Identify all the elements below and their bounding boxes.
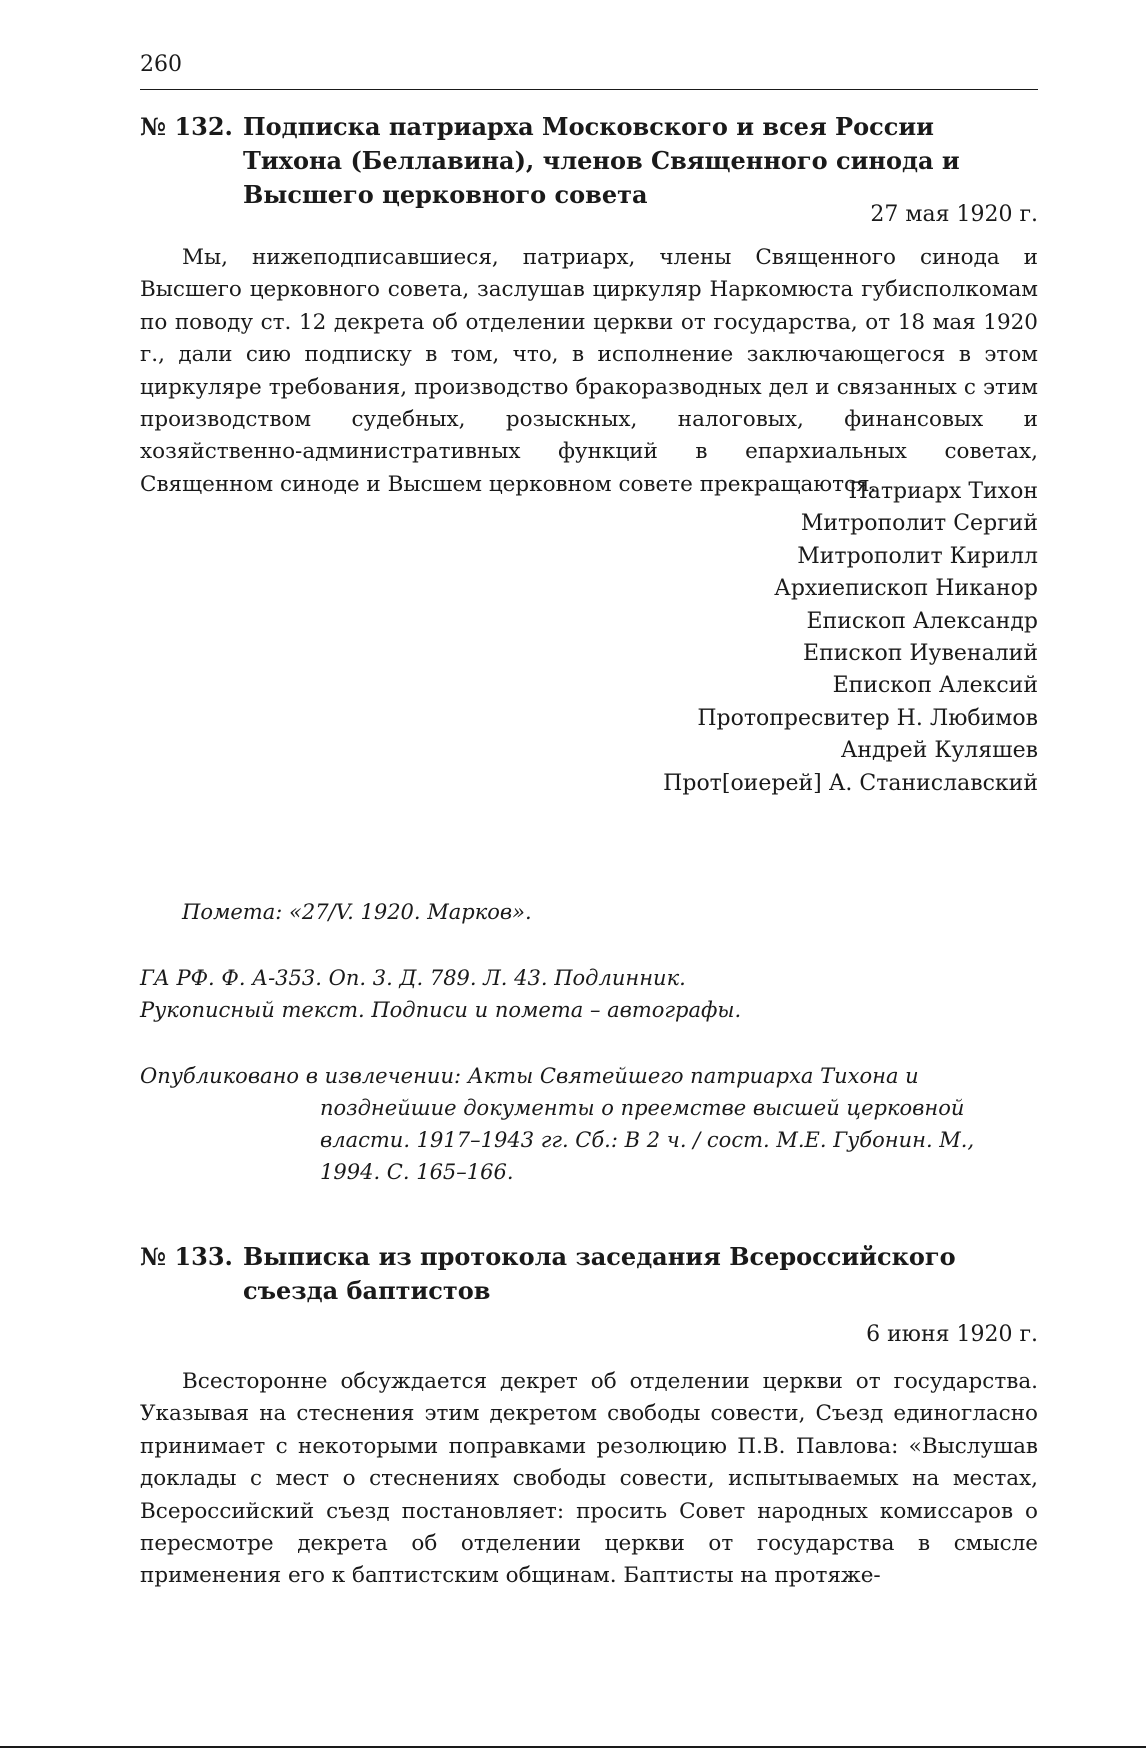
doc133-date: 6 июня 1920 г. [866,1322,1038,1347]
signature: Андрей Куляшев [840,738,1038,764]
signature: Епископ Иувеналий [803,641,1038,667]
signature: Патриарх Тихон [848,479,1038,504]
signature: Протопресвитер Н. Любимов [697,705,1038,731]
doc133-body: Всесторонне обсуждается декрет об отделении церкви от государства. Указывая на стеснения этим декретом свободы совести, Съезд единогласно принимает с некоторыми поправками резолюцию П.В. Павлова: «Выслушав доклады с мест о стеснениях свободы совести, испытываемых на местах, Всероссийский съезд постановляет: просить Совет народных комиссаров о пересмотре декрета об отделении церкви от государства в смысле применения его к баптистским общинам. Баптисты на протяже- [140,1369,1038,1589]
doc132-title: Подписка патриарха Московского и всея России Тихона (Беллавина), членов Священного синода и Высшего церковного совета [243,112,960,209]
document-page [140,0,1038,1758]
signature: Епископ Алексий [832,673,1038,699]
signature: Митрополит Сергий [800,511,1038,537]
doc132-archive-ref: ГА РФ. Ф. А-353. Оп. 3. Д. 789. Л. 43. Подлинник. [140,966,686,990]
doc133-heading [140,1240,1038,1308]
doc132-heading [140,110,1038,212]
signature: Архиепископ Никанор [774,576,1038,602]
doc133-title: Выписка из протокола заседания Всероссийского съезда баптистов [243,1242,956,1305]
doc132-body: Мы, нижеподписавшиеся, патриарх, члены Священного синода и Высшего церковного совета, заслушав циркуляр Наркомюста губисполкомам по поводу ст. 12 декрета об отделении церкви от государства, от 18 мая 1920 г., дали сию подписку в том, что, в исполнение заключающегося в этом циркуляре требования, производство бракоразводных дел и связанных с этим производством судебных, розыскных, налоговых, финансовых и хозяйственно-административных функций в епархиальных советах, Священном синоде и Высшем церковном совете прекращаются. [140,245,1038,497]
doc132-signatures [438,476,1038,800]
doc132-number: № 132. [140,112,233,141]
doc132-archive-note: Рукописный текст. Подписи и помета – автографы. [140,998,742,1022]
doc132-date: 27 мая 1920 г. [870,202,1038,227]
doc132-mark: Помета: «27/V. 1920. Марков». [182,900,532,924]
signature: Прот[оиерей] А. Станиславский [663,770,1038,796]
doc132-publication-note: Опубликовано в извлечении: Акты Святейшего патриарха Тихона и позднейшие документы о преемстве высшей церковной власти. 1917–1943 гг. Сб.: В 2 ч. / сост. М.Е. Губонин. М., 1994. С. 165–166. [140,1064,975,1184]
bottom-edge-line [0,1746,1146,1748]
signature: Митрополит Кирилл [797,543,1038,569]
header-divider [140,89,1038,90]
doc133-number: № 133. [140,1242,233,1271]
signature: Епископ Александр [806,608,1038,634]
page-number: 260 [140,52,182,77]
